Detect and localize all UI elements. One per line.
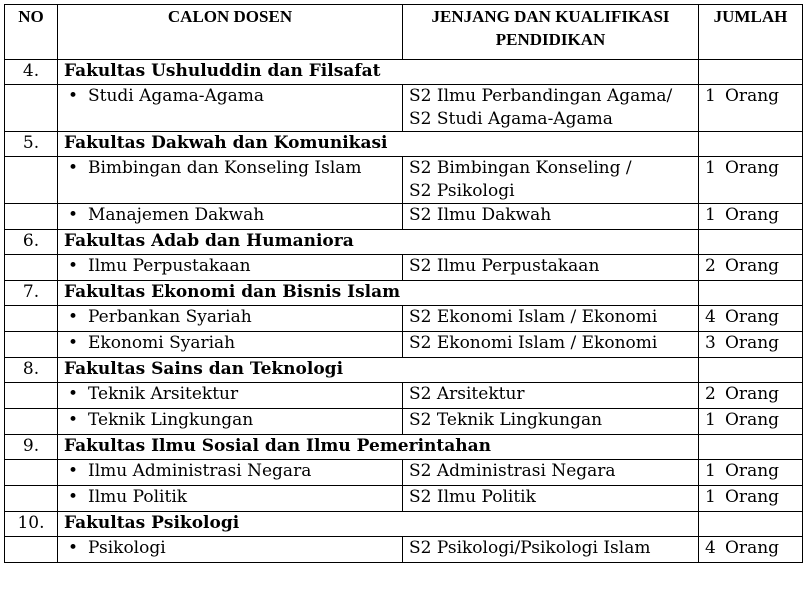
- program-name-cell: [58, 537, 403, 563]
- qualification-cell: [403, 204, 699, 230]
- bullet-icon: •: [68, 333, 79, 353]
- qualification-cell: [403, 460, 699, 486]
- count-unit: Orang: [725, 384, 780, 404]
- program-name-cell: [58, 255, 403, 281]
- table-body: [5, 60, 803, 563]
- program-name-cell: [58, 383, 403, 409]
- qualification-cell: [403, 85, 699, 132]
- faculty-name: Fakultas Dakwah dan Komunikasi: [58, 132, 699, 157]
- count-number: 1: [705, 410, 716, 430]
- program-name: Ilmu Perpustakaan: [88, 256, 251, 276]
- qualification-line: S2 Ekonomi Islam / Ekonomi: [409, 333, 658, 353]
- qualification-line: S2 Ilmu Politik: [409, 487, 536, 507]
- qualification-cell: [403, 409, 699, 435]
- count-cell: [699, 460, 803, 486]
- faculty-row: [5, 281, 803, 306]
- faculty-count-empty: [699, 358, 803, 383]
- header-no: NO: [5, 5, 58, 60]
- count-number: 2: [705, 384, 716, 404]
- program-name: Manajemen Dakwah: [88, 205, 265, 225]
- program-name: Studi Agama-Agama: [88, 86, 264, 106]
- count-cell: [699, 255, 803, 281]
- bullet-icon: •: [68, 205, 79, 225]
- program-name: Ekonomi Syariah: [88, 333, 236, 353]
- faculty-count-empty: [699, 230, 803, 255]
- program-no-empty: [5, 255, 58, 281]
- bullet-icon: •: [68, 307, 79, 327]
- qualification-cell: [403, 332, 699, 358]
- count-cell: [699, 409, 803, 435]
- faculty-number: 4.: [5, 60, 58, 85]
- program-name-cell: [58, 409, 403, 435]
- faculty-row: [5, 358, 803, 383]
- program-row: [5, 157, 803, 204]
- count-number: 3: [705, 333, 716, 353]
- count-unit: Orang: [725, 86, 780, 106]
- program-name: Teknik Arsitektur: [88, 384, 239, 404]
- faculty-count-empty: [699, 435, 803, 460]
- program-no-empty: [5, 332, 58, 358]
- program-row: [5, 409, 803, 435]
- faculty-name: Fakultas Adab dan Humaniora: [58, 230, 699, 255]
- program-row: [5, 85, 803, 132]
- faculty-name: Fakultas Ushuluddin dan Filsafat: [58, 60, 699, 85]
- faculty-number: 7.: [5, 281, 58, 306]
- program-no-empty: [5, 486, 58, 512]
- program-row: [5, 306, 803, 332]
- faculty-number: 6.: [5, 230, 58, 255]
- count-unit: Orang: [725, 461, 780, 481]
- count-cell: [699, 157, 803, 204]
- bullet-icon: •: [68, 410, 79, 430]
- count-number: 1: [705, 158, 716, 178]
- qualification-line: S2 Teknik Lingkungan: [409, 410, 603, 430]
- program-no-empty: [5, 85, 58, 132]
- qualification-line: S2 Psikologi/Psikologi Islam: [409, 538, 651, 558]
- header-qualification: JENJANG DAN KUALIFIKASI PENDIDIKAN: [403, 5, 699, 60]
- program-name-cell: [58, 486, 403, 512]
- qualification-cell: [403, 537, 699, 563]
- count-unit: Orang: [725, 158, 780, 178]
- program-name: Ilmu Politik: [88, 487, 188, 507]
- faculty-name: Fakultas Sains dan Teknologi: [58, 358, 699, 383]
- faculty-name: Fakultas Psikologi: [58, 512, 699, 537]
- faculty-number: 9.: [5, 435, 58, 460]
- program-row: [5, 255, 803, 281]
- faculty-count-empty: [699, 60, 803, 85]
- bullet-icon: •: [68, 158, 79, 178]
- count-unit: Orang: [725, 256, 780, 276]
- count-unit: Orang: [725, 333, 780, 353]
- count-cell: [699, 537, 803, 563]
- qualification-cell: [403, 255, 699, 281]
- bullet-icon: •: [68, 256, 79, 276]
- qualification-cell: [403, 157, 699, 204]
- qualification-line: S2 Arsitektur: [409, 384, 525, 404]
- count-number: 1: [705, 205, 716, 225]
- count-unit: Orang: [725, 487, 780, 507]
- count-unit: Orang: [725, 307, 780, 327]
- program-no-empty: [5, 383, 58, 409]
- count-unit: Orang: [725, 205, 780, 225]
- program-row: [5, 383, 803, 409]
- program-no-empty: [5, 157, 58, 204]
- program-name-cell: [58, 460, 403, 486]
- faculty-number: 5.: [5, 132, 58, 157]
- bullet-icon: •: [68, 384, 79, 404]
- program-no-empty: [5, 204, 58, 230]
- count-number: 4: [705, 538, 716, 558]
- qualification-line: S2 Psikologi: [409, 181, 515, 201]
- program-name: Perbankan Syariah: [88, 307, 252, 327]
- faculty-row: [5, 435, 803, 460]
- qualification-line: S2 Administrasi Negara: [409, 461, 616, 481]
- count-unit: Orang: [725, 410, 780, 430]
- count-number: 1: [705, 487, 716, 507]
- program-no-empty: [5, 537, 58, 563]
- qualification-line: S2 Ilmu Perpustakaan: [409, 256, 600, 276]
- program-no-empty: [5, 460, 58, 486]
- count-cell: [699, 383, 803, 409]
- bullet-icon: •: [68, 538, 79, 558]
- count-cell: [699, 85, 803, 132]
- bullet-icon: •: [68, 461, 79, 481]
- bullet-icon: •: [68, 86, 79, 106]
- faculty-row: [5, 512, 803, 537]
- faculty-row: [5, 60, 803, 85]
- lecturer-candidates-table: [4, 4, 803, 563]
- count-unit: Orang: [725, 538, 780, 558]
- qualification-line: S2 Ilmu Dakwah: [409, 205, 552, 225]
- header-count: JUMLAH: [699, 5, 803, 60]
- header-candidate: CALON DOSEN: [58, 5, 403, 60]
- faculty-number: 8.: [5, 358, 58, 383]
- qualification-cell: [403, 306, 699, 332]
- count-number: 1: [705, 86, 716, 106]
- count-number: 2: [705, 256, 716, 276]
- qualification-line: S2 Studi Agama-Agama: [409, 109, 613, 129]
- count-number: 4: [705, 307, 716, 327]
- header-row: [5, 5, 803, 60]
- count-cell: [699, 204, 803, 230]
- program-no-empty: [5, 306, 58, 332]
- faculty-name: Fakultas Ilmu Sosial dan Ilmu Pemerintahan: [58, 435, 699, 460]
- program-row: [5, 460, 803, 486]
- count-cell: [699, 332, 803, 358]
- program-row: [5, 204, 803, 230]
- program-name: Teknik Lingkungan: [88, 410, 254, 430]
- qualification-line: S2 Bimbingan Konseling /: [409, 158, 632, 178]
- faculty-row: [5, 230, 803, 255]
- count-cell: [699, 306, 803, 332]
- faculty-count-empty: [699, 132, 803, 157]
- count-number: 1: [705, 461, 716, 481]
- qualification-cell: [403, 486, 699, 512]
- program-row: [5, 537, 803, 563]
- program-name: Ilmu Administrasi Negara: [88, 461, 312, 481]
- qualification-cell: [403, 383, 699, 409]
- program-name-cell: [58, 306, 403, 332]
- faculty-count-empty: [699, 512, 803, 537]
- program-no-empty: [5, 409, 58, 435]
- program-name: Psikologi: [88, 538, 166, 558]
- faculty-row: [5, 132, 803, 157]
- qualification-line: S2 Ekonomi Islam / Ekonomi: [409, 307, 658, 327]
- faculty-number: 10.: [5, 512, 58, 537]
- program-row: [5, 486, 803, 512]
- program-name-cell: [58, 85, 403, 132]
- program-name: Bimbingan dan Konseling Islam: [88, 158, 362, 178]
- qualification-line: S2 Ilmu Perbandingan Agama/: [409, 86, 673, 106]
- program-name-cell: [58, 157, 403, 204]
- program-name-cell: [58, 204, 403, 230]
- program-name-cell: [58, 332, 403, 358]
- faculty-count-empty: [699, 281, 803, 306]
- faculty-name: Fakultas Ekonomi dan Bisnis Islam: [58, 281, 699, 306]
- program-row: [5, 332, 803, 358]
- count-cell: [699, 486, 803, 512]
- bullet-icon: •: [68, 487, 79, 507]
